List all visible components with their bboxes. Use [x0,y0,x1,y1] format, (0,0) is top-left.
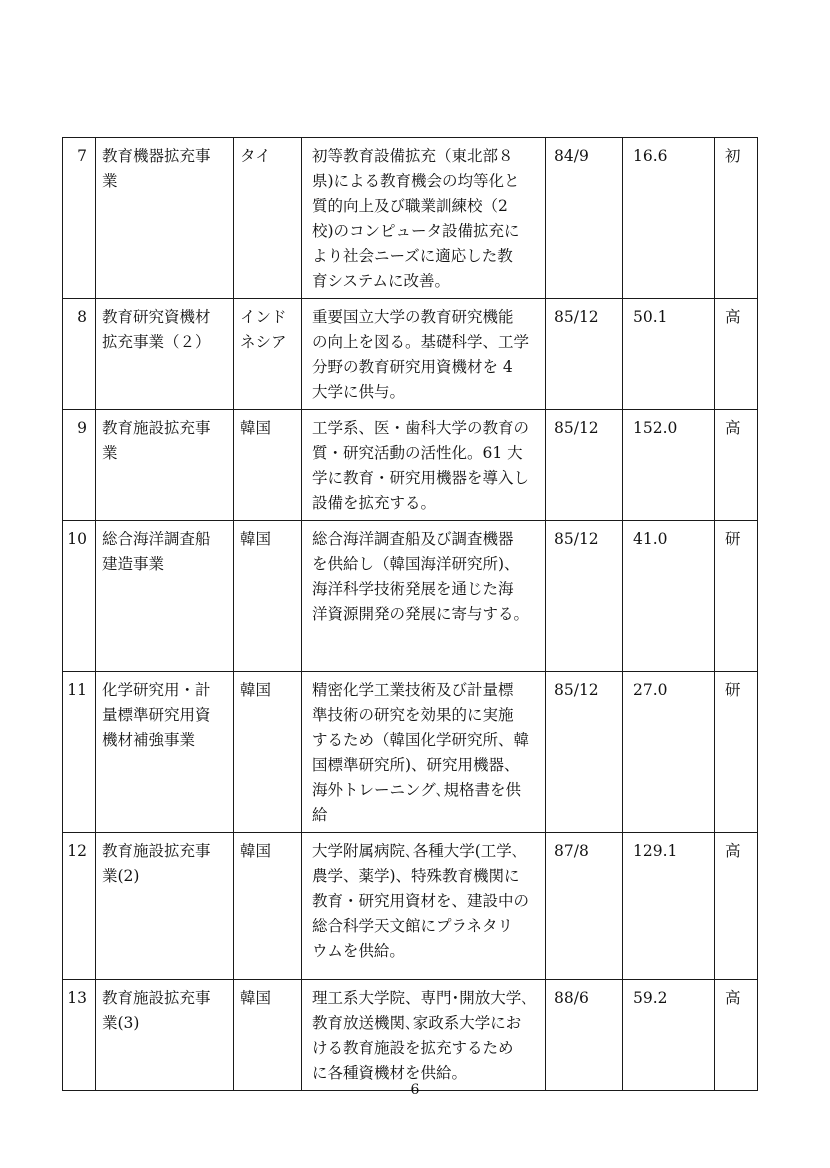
row-number: 12 [63,833,96,980]
country: 韓国 [234,410,302,521]
project-name: 教育施設拡充事 業(2) [96,833,234,980]
table-row [63,410,758,521]
category: 高 [715,980,758,1091]
country: 韓国 [234,980,302,1091]
project-description: 工学系、医・歯科大学の教育の 質・研究活動の活性化。61 大 学に教育・研究用機器を導入し 設備を拡充する。 [302,410,546,521]
row-number: 8 [63,299,96,410]
table-row [63,521,758,672]
row-number: 7 [63,138,96,299]
project-name: 教育研究資機材 拡充事業（２） [96,299,234,410]
row-number: 9 [63,410,96,521]
amount: 129.1 [623,833,715,980]
row-number: 11 [63,672,96,833]
category: 初 [715,138,758,299]
contract-date: 84/9 [546,138,623,299]
project-name: 教育施設拡充事 業(3) [96,980,234,1091]
project-name: 総合海洋調査船 建造事業 [96,521,234,672]
country: インド ネシア [234,299,302,410]
category: 高 [715,410,758,521]
country: 韓国 [234,833,302,980]
project-description: 重要国立大学の教育研究機能 の向上を図る。基礎科学、工学 分野の教育研究用資機材を 4 大学に供与。 [302,299,546,410]
project-description: 精密化学工業技術及び計量標 準技術の研究を効果的に実施 するため（韓国化学研究所、韓 国標準研究所)、研究用機器、 海外トレーニング､規格書を供 給 [302,672,546,833]
category: 研 [715,521,758,672]
amount: 50.1 [623,299,715,410]
table-row [63,980,758,1091]
amount: 16.6 [623,138,715,299]
project-name: 教育施設拡充事 業 [96,410,234,521]
table-row [63,672,758,833]
category: 高 [715,299,758,410]
contract-date: 87/8 [546,833,623,980]
page-number: 6 [410,1082,420,1098]
contract-date: 85/12 [546,672,623,833]
project-description: 初等教育設備拡充（東北部８ 県)による教育機会の均等化と 質的向上及び職業訓練校（2 校)のコンピュータ設備拡充に より社会ニーズに適応した教 育システムに改善。 [302,138,546,299]
project-name: 化学研究用・計 量標準研究用資 機材補強事業 [96,672,234,833]
contract-date: 88/6 [546,980,623,1091]
amount: 27.0 [623,672,715,833]
table-row [63,299,758,410]
project-description: 総合海洋調査船及び調査機器 を供給し（韓国海洋研究所)、 海洋科学技術発展を通じた海 洋資源開発の発展に寄与する。 [302,521,546,672]
row-number: 13 [63,980,96,1091]
project-name: 教育機器拡充事 業 [96,138,234,299]
country: タイ [234,138,302,299]
amount: 41.0 [623,521,715,672]
contract-date: 85/12 [546,299,623,410]
table-row [63,833,758,980]
row-number: 10 [63,521,96,672]
contract-date: 85/12 [546,521,623,672]
amount: 59.2 [623,980,715,1091]
category: 研 [715,672,758,833]
country: 韓国 [234,521,302,672]
amount: 152.0 [623,410,715,521]
table-row [63,138,758,299]
contract-date: 85/12 [546,410,623,521]
project-table [62,137,758,1091]
project-description: 大学附属病院､各種大学(工学､ 農学、薬学)、特殊教育機関に 教育・研究用資材を、建設中の 総合科学天文館にプラネタリ ウムを供給。 [302,833,546,980]
country: 韓国 [234,672,302,833]
project-description: 理工系大学院、専門･開放大学､ 教育放送機関､家政系大学にお ける教育施設を拡充するため に各種資機材を供給。 [302,980,546,1091]
category: 高 [715,833,758,980]
